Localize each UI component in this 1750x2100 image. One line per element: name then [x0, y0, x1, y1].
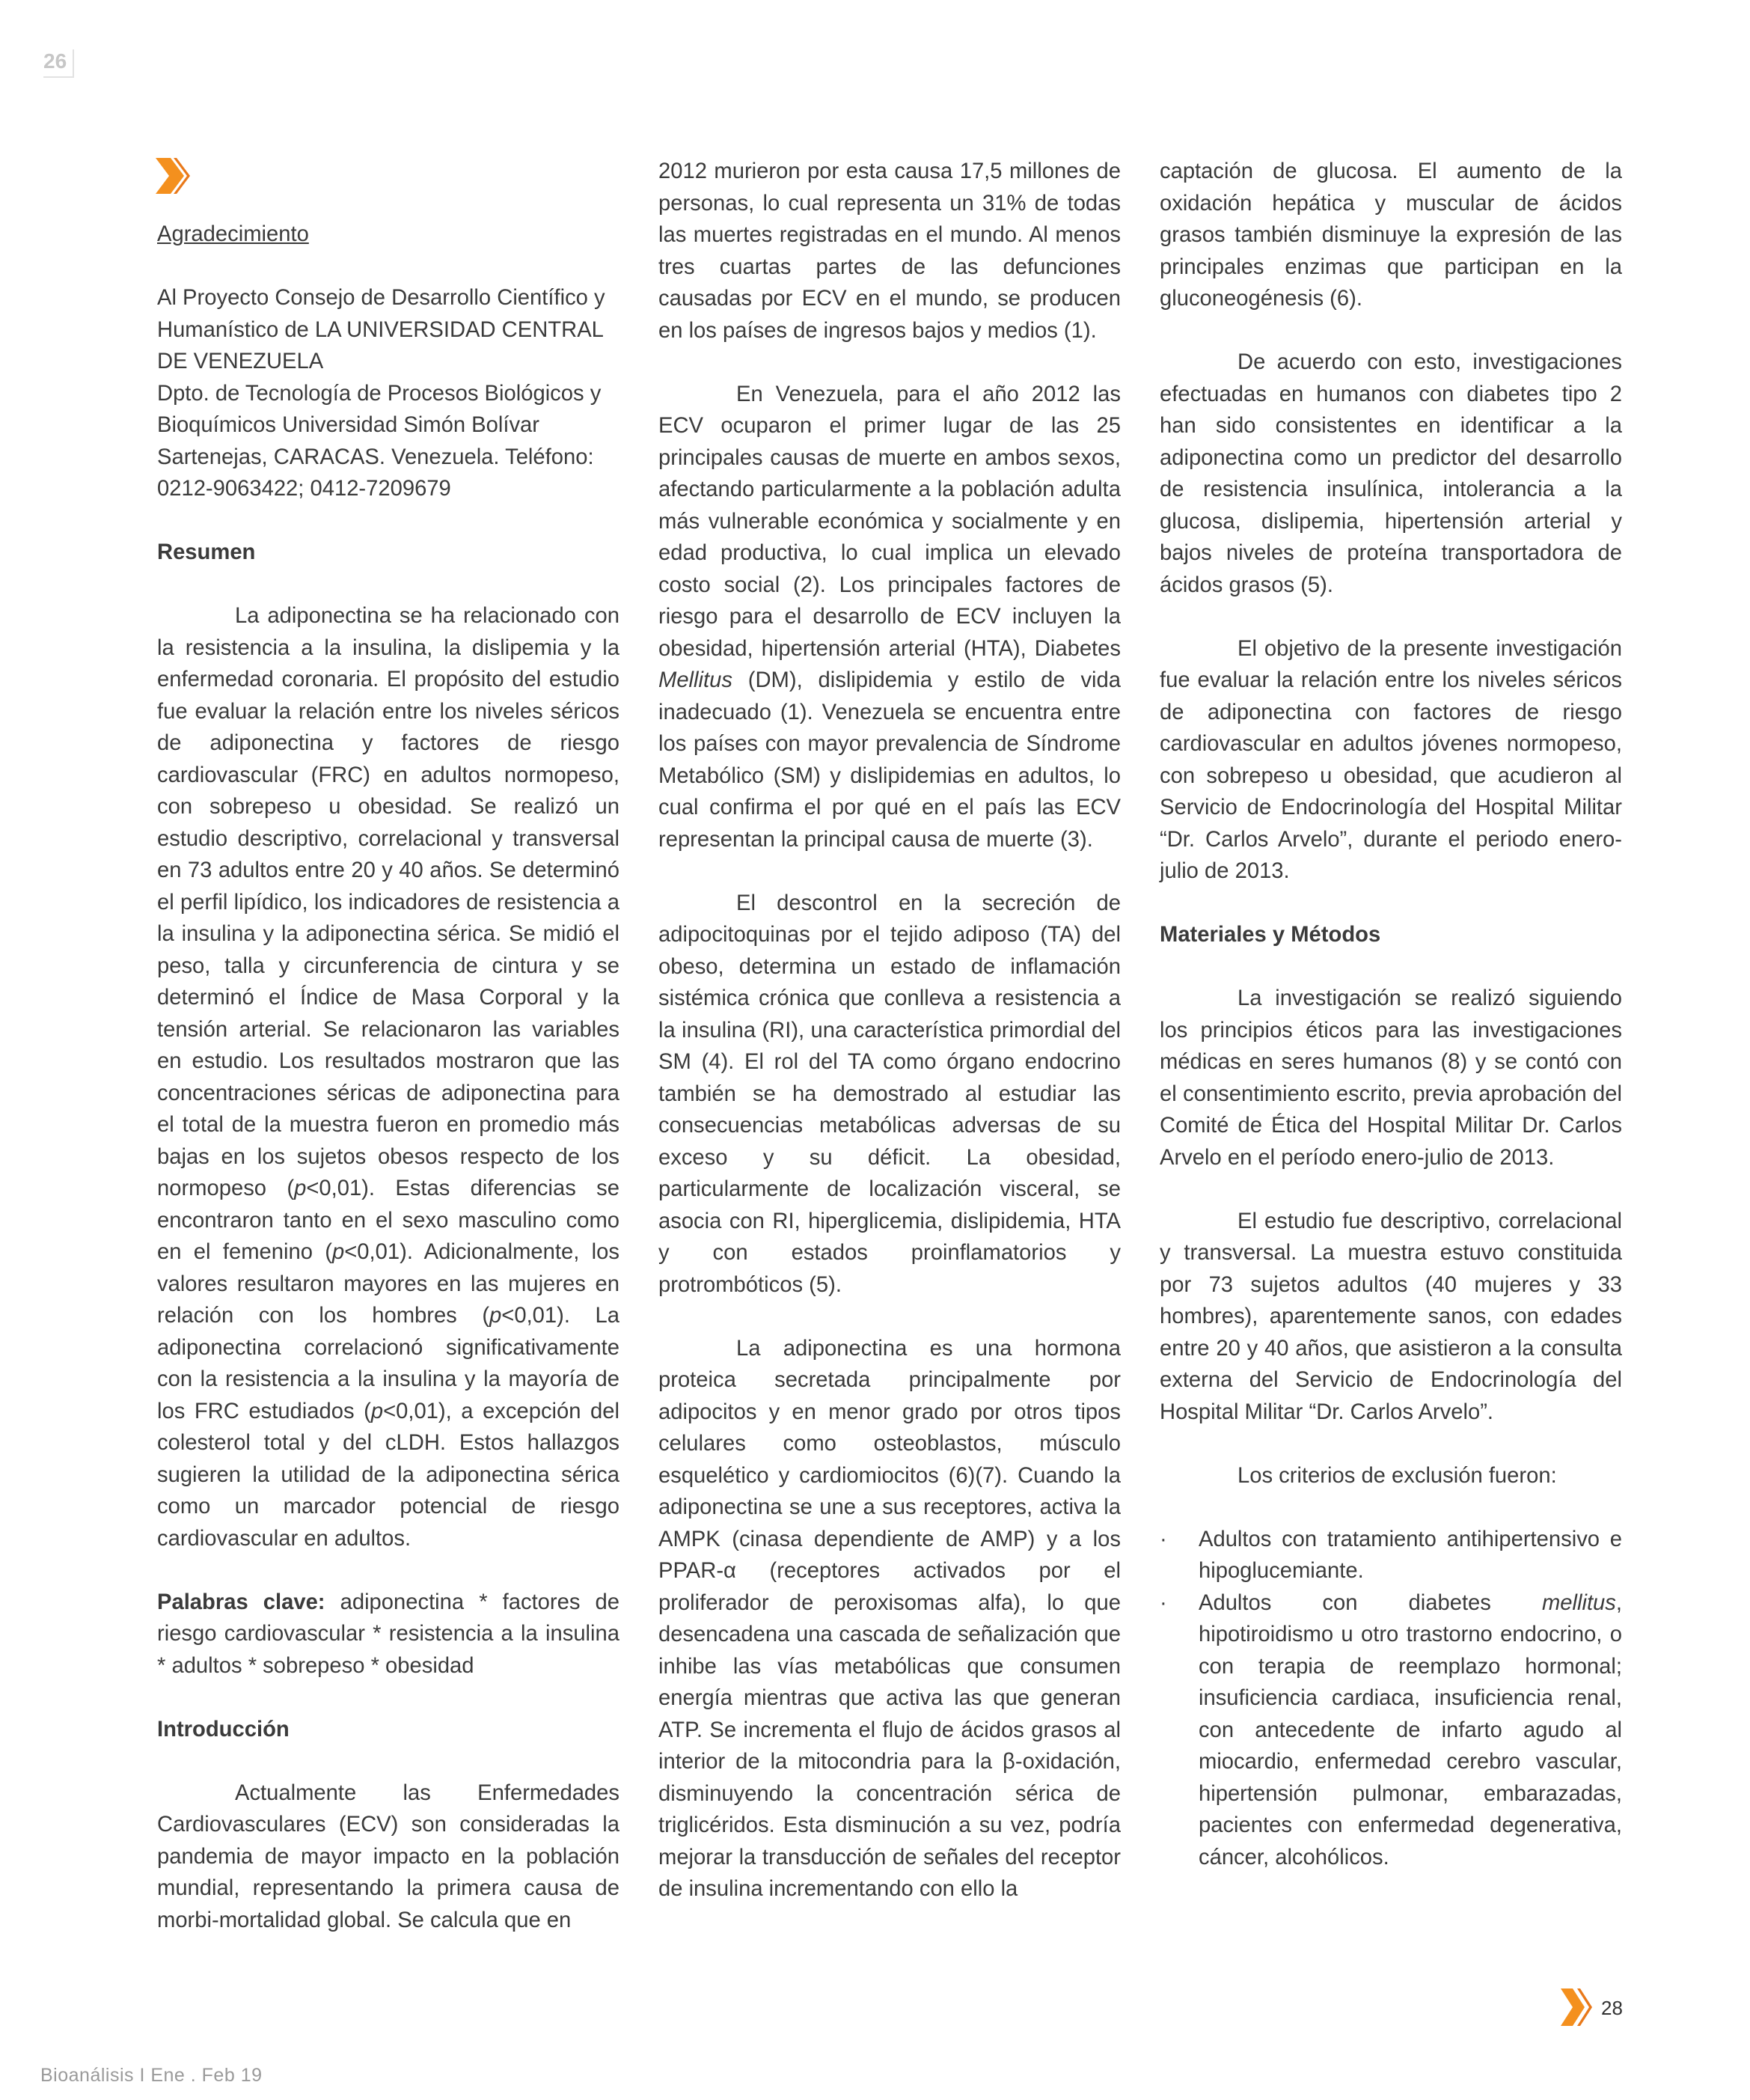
ack-line: Sartenejas, CARACAS. Venezuela. Teléfono:	[157, 445, 594, 469]
bullet-mark: ·	[1160, 1590, 1167, 1615]
ack-line: Bioquímicos Universidad Simón Bolívar	[157, 413, 539, 437]
body-paragraph: La adiponectina es una hormona proteica secretada principalmente por adipocitos y en menor grado por otros tipos celulares como osteoblastos, músculo esquelético y cardiomiocitos (6)(7). Cuando la adiponectina se une a sus receptores, activa la AMPK (cinasa dependiente de AMP) y a los PPAR-α (receptores activados por el proliferador de peroxisomas alfa), lo que desencadena una cascada de señalización que inhibe las vías metabólicas que consumen energía mientras que activa las que generan ATP. Se incrementa el flujo de ácidos grasos al interior de la mitocondria para la β-oxidación, disminuyendo la concentración sérica de triglicéridos. Esta disminución a su vez, podría mejorar la transducción de señales del receptor de insulina incrementando con ello la	[658, 1336, 1121, 1901]
body-paragraph: De acuerdo con esto, investigaciones efectuadas en humanos con diabetes tipo 2 han sido consistentes en identificar a la adiponectina como un predictor del desarrollo de resistencia insulínica, intolerancia a la glucosa, dislipemia, hipertensión arterial y bajos niveles de proteína transportadora de ácidos grasos (5).	[1160, 350, 1622, 597]
double-chevron-right-icon	[1559, 1987, 1594, 2027]
keywords-label: Palabras clave:	[157, 1590, 325, 1614]
page-number-bottom: 28	[1601, 1997, 1623, 2019]
body-paragraph: El estudio fue descriptivo, correlacional y transversal. La muestra estuvo constituida por 73 sujetos adultos (40 mujeres y 33 hombres), aparentemente sanos, con edades entre 20 y 40 años, que asistieron a la consulta externa del Servicio de Endocrinología del Hospital Militar “Dr. Carlos Arvelo”.	[1160, 1209, 1622, 1424]
resumen-paragraph: La adiponectina se ha relacionado con la resistencia a la insulina, la dislipemia y la enfermedad coronaria. El propósito del estudio fue evaluar la relación entre los niveles séricos de adiponectina y factores de riesgo cardiovascular (FRC) en adultos normopeso, con sobrepeso u obesidad. Se realizó un estudio descriptivo, correlacional y transversal en 73 adultos entre 20 y 40 años. Se determinó el perfil lipídico, los indicadores de resistencia a la insulina y la adiponectina sérica. Se midió el peso, talla y circunferencia de cintura y se determinó el Índice de Masa Corporal y la tensión arterial. Se relacionaron las variables en estudio. Los resultados mostraron que las concentraciones séricas de adiponectina para el total de la muestra fueron en promedio más bajas en los sujetos obesos respecto de los normopeso (p<0,01). Estas diferencias se encontraron tanto en el sexo masculino como en el femenino (p<0,01). Adicionalmente, los valores resultaron mayores en las mujeres en relación con los hombres (p<0,01). La adiponectina correlacionó significativamente con la resistencia a la insulina y la mayoría de los FRC estudiados (p<0,01), a excepción del colesterol total y del cLDH. Estos hallazgos sugieren la utilidad de la adiponectina sérica como un marcador potencial de riesgo cardiovascular en adultos.	[157, 604, 620, 1551]
body-paragraph: 2012 murieron por esta causa 17,5 millones de personas, lo cual representa un 31% de todas las muertes registradas en el mundo. Al menos tres cuartas partes de las defunciones causadas por ECV en el mundo, se producen en los países de ingresos bajos y medios (1).	[658, 159, 1121, 343]
body-paragraph: En Venezuela, para el año 2012 las ECV ocuparon el primer lugar de las 25 principales causas de muerte en ambos sexos, afectando particularmente a la población adulta más vulnerable económica y socialmente y en edad productiva, lo cual implica un elevado costo social (2). Los principales factores de riesgo para el desarrollo de ECV incluyen la obesidad, hipertensión arterial (HTA), Diabetes Mellitus (DM), dislipidemia y estilo de vida inadecuado (1). Venezuela se encuentra entre los países con mayor prevalencia de Síndrome Metabólico (SM) y dislipidemias en adultos, lo cual confirma el por qué en el país las ECV representan la principal causa de muerte (3).	[658, 382, 1121, 852]
introduccion-heading: Introducción	[157, 1717, 290, 1742]
body-paragraph: La investigación se realizó siguiendo los principios éticos para las investigaciones médicas en seres humanos (8) y se contó con el consentimiento escrito, previa aprobación del Comité de Ética del Hospital Militar Dr. Carlos Arvelo en el período enero-julio de 2013.	[1160, 986, 1622, 1170]
bullet-text: Adultos con tratamiento antihipertensivo e hipoglucemiante.	[1199, 1527, 1622, 1583]
column-2	[658, 156, 1121, 1905]
acknowledgement-text	[157, 282, 619, 505]
column-3	[1160, 156, 1622, 1873]
ack-line: 0212-9063422; 0412-7209679	[157, 477, 451, 501]
introduccion-paragraph: Actualmente las Enfermedades Cardiovasculares (ECV) son consideradas la pandemia de mayor impacto en la población mundial, representando la primera causa de morbi-mortalidad global. Se calcula que en	[157, 1780, 619, 1932]
page-number-top: 26	[43, 49, 74, 78]
list-item	[1160, 1587, 1622, 1874]
ack-line: Humanístico de LA UNIVERSIDAD CENTRAL	[157, 317, 604, 342]
resumen-heading: Resumen	[157, 540, 256, 564]
exclusion-criteria-intro: Los criterios de exclusión fueron:	[1237, 1463, 1557, 1488]
body-paragraph: captación de glucosa. El aumento de la oxidación hepática y muscular de ácidos grasos también disminuye la expresión de las principales enzimas que participan en la gluconeogénesis (6).	[1160, 159, 1622, 311]
bullet-mark: ·	[1160, 1527, 1167, 1551]
body-paragraph: El descontrol en la secreción de adipocitoquinas por el tejido adiposo (TA) del obeso, determina un estado de inflamación sistémica crónica que conlleva a resistencia a la insulina (RI), una característica primordial del SM (4). El rol del TA como órgano endocrino también se ha demostrado al estudiar las consecuencias metabólicas adversas de su exceso y su déficit. La obesidad, particularmente de localización visceral, se asocia con RI, hiperglicemia, dislipidemia, HTA y con estados proinflamatorios y protrombóticos (5).	[658, 891, 1121, 1297]
acknowledgement-heading: Agradecimiento	[157, 222, 309, 246]
materiales-metodos-heading: Materiales y Métodos	[1160, 923, 1381, 947]
keywords-text: adiponectina * factores de riesgo cardiovascular * resistencia a la insulina * adultos * sobrepeso * obesidad	[157, 1590, 619, 1678]
ack-line: Dpto. de Tecnología de Procesos Biológicos y	[157, 381, 602, 406]
list-item	[1160, 1524, 1622, 1587]
keywords-paragraph	[157, 1587, 619, 1682]
body-paragraph: El objetivo de la presente investigación fue evaluar la relación entre los niveles séricos de adiponectina con factores de riesgo cardiovascular en adultos jóvenes normopeso, con sobrepeso u obesidad, que acudieron al Servicio de Endocrinología del Hospital Militar “Dr. Carlos Arvelo”, durante el periodo enero-julio de 2013.	[1160, 636, 1622, 883]
ack-line: DE VENEZUELA	[157, 350, 324, 373]
bullet-text: Adultos con diabetes mellitus, hipotiroidismo u otro trastorno endocrino, o con terapia de reemplazo hormonal; insuficiencia cardiaca, insuficiencia renal, con antecedente de infarto agudo al miocardio, enfermedad cerebro vascular, hipertensión pulmonar, embarazadas, pacientes con enfermedad degenerativa, cáncer, alcohólicos.	[1199, 1590, 1622, 1869]
ack-line: Al Proyecto Consejo de Desarrollo Científico y	[157, 286, 605, 310]
journal-footer: Bioanálisis I Ene . Feb 19	[40, 2065, 263, 2086]
column-1	[157, 156, 619, 1936]
